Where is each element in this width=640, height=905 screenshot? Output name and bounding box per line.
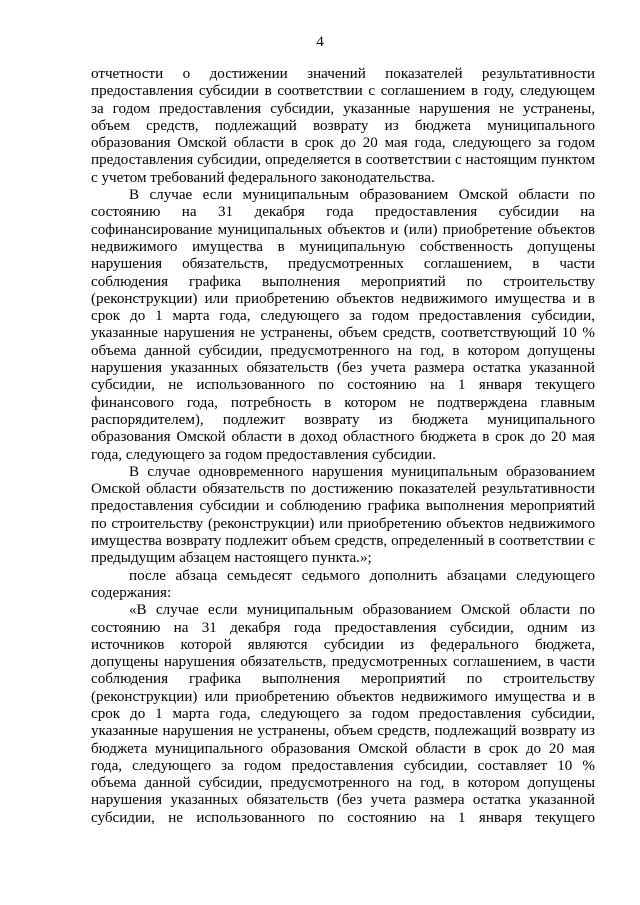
text-line: соблюдения графика выполнения мероприятий по строительству <box>91 671 595 688</box>
text-line: года, следующего за годом предоставления субсидии. <box>91 446 437 463</box>
text-line: предоставления субсидии, определяется в соответствии с настоящим пунктом <box>91 152 595 169</box>
paragraph <box>91 66 595 187</box>
text-line: (реконструкции) или приобретению объектов недвижимого имущества и в <box>91 290 595 307</box>
text-line: допущены нарушения обязательств, предусмотренных соглашением, в части <box>91 654 595 671</box>
text-line: бюджета муниципального образования Омской области в срок до 20 мая <box>91 740 595 757</box>
text-line: нарушения указанных обязательств (без учета размера остатка указанной <box>91 360 595 377</box>
text-line: отчетности о достижении значений показателей результативности <box>91 66 595 82</box>
text-line: за годом предоставления субсидии, указанные нарушения не устранены, <box>91 100 595 117</box>
text-line: образования Омской области в доход областного бюджета в срок до 20 мая <box>91 429 595 446</box>
text-line: года, следующего за годом предоставления субсидии, составляет 10 % <box>91 757 595 774</box>
text-line: предоставления субсидии в соответствии с соглашением в году, следующем <box>91 83 595 100</box>
paragraph <box>91 464 595 568</box>
text-line: субсидии, не использованного по состоянию на 1 января текущего <box>91 377 595 394</box>
text-line: образования Омской области в срок до 20 мая года, следующего за годом <box>91 135 595 152</box>
text-line: предоставления субсидии и соблюдению графика выполнения мероприятий <box>91 498 595 515</box>
text-line: указанные нарушения не устранены, объем средств, подлежащий возврату из <box>91 723 595 740</box>
text-line: распорядителем), подлежит возврату из бюджета муниципального <box>91 411 595 428</box>
text-line: источников которой являются субсидии из федерального бюджета, <box>91 636 595 653</box>
text-line: предыдущим абзацем настоящего пункта.»; <box>91 550 372 567</box>
text-line: содержания: <box>91 584 172 601</box>
text-line: Омской области обязательств по достижению показателей результативности <box>91 481 595 498</box>
text-line: «В случае если муниципальным образованием Омской области по <box>129 602 595 619</box>
text-line: срок до 1 марта года, следующего за годом предоставления субсидии, <box>91 308 595 325</box>
text-line: срок до 1 марта года, следующего за годом предоставления субсидии, <box>91 705 595 722</box>
text-line: (реконструкции) или приобретению объектов недвижимого имущества и в <box>91 688 595 705</box>
text-line: В случае если муниципальным образованием Омской области по <box>129 187 595 204</box>
text-line: В случае одновременного нарушения муниципальным образованием <box>129 463 595 480</box>
text-line: соблюдения графика выполнения мероприятий по строительству <box>91 273 595 290</box>
paragraph <box>91 568 595 603</box>
text-line: объем средств, подлежащий возврату из бюджета муниципального <box>91 117 595 134</box>
text-line: софинансирование муниципальных объектов и (или) приобретение объектов <box>91 221 595 238</box>
text-line: субсидии, не использованного по состоянию на 1 января текущего <box>91 809 595 826</box>
text-line: с учетом требований федерального законодательства. <box>91 169 435 186</box>
text-line: объема данной субсидии, предусмотренного на год, в котором допущены <box>91 342 595 359</box>
text-line: имущества возврату подлежит объем средств, определенный в соответствии с <box>91 533 595 550</box>
page-number: 4 <box>316 34 324 50</box>
paragraph <box>91 187 595 464</box>
text-line: после абзаца семьдесят седьмого дополнить абзацами следующего <box>129 567 595 584</box>
text-line: нарушения указанных обязательств (без учета размера остатка указанной <box>91 792 595 809</box>
text-line: по строительству (реконструкции) или приобретению объектов недвижимого <box>91 515 595 532</box>
text-line: недвижимого имущества в муниципальную собственность допущены <box>91 238 595 255</box>
text-line: объема данной субсидии, предусмотренного на год, в котором допущены <box>91 775 595 792</box>
paragraph <box>91 602 595 827</box>
text-line: нарушения обязательств, предусмотренных соглашением, в части <box>91 256 595 273</box>
text-line: состоянию на 31 декабря года предоставления субсидии, одним из <box>91 619 595 636</box>
text-line: указанные нарушения не устранены, объем средств, соответствующий 10 % <box>91 325 595 342</box>
text-line: состоянию на 31 декабря года предоставления субсидии на <box>91 204 595 221</box>
text-line: финансового года, потребность в котором не подтверждена главным <box>91 394 595 411</box>
document-body <box>91 66 595 827</box>
